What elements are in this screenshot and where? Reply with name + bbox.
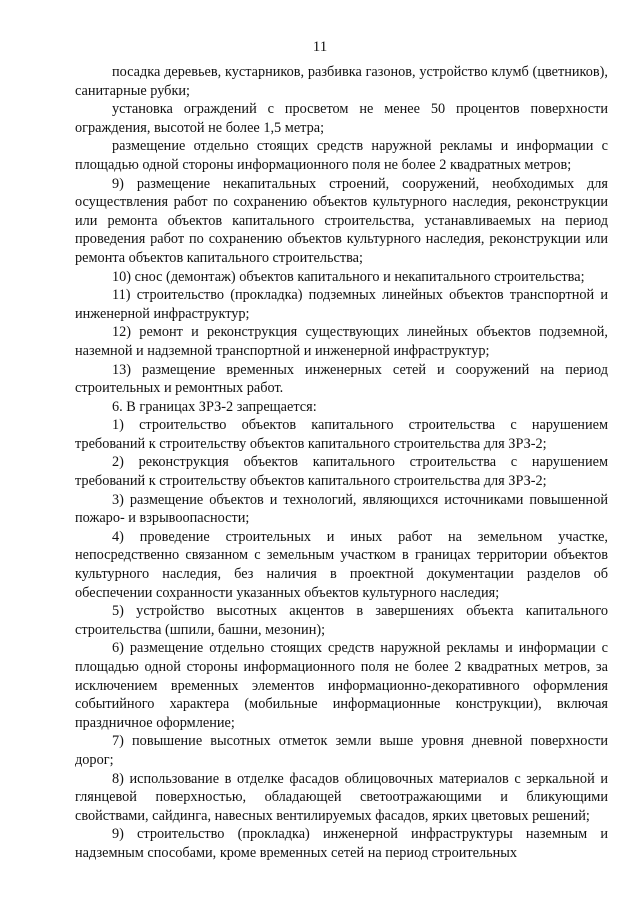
paragraph: 5) устройство высотных акцентов в завершениях объекта капитального строительства (шпили, башни, мезонин); <box>75 603 608 638</box>
page-number: 11 <box>312 39 328 55</box>
paragraph: 9) размещение некапитальных строений, сооружений, необходимых для осуществления работ по сохранению объектов культурного наследия, реконструкции или ремонта объектов капитального строительства, устанавливаемых на период проведения работ по сохранению объектов культурного наследия, реконструкции или ремонта объектов капитального строительства; <box>75 175 608 266</box>
paragraph: установка ограждений с просветом не менее 50 процентов поверхности ограждения, высотой не более 1,5 метра; <box>75 101 608 136</box>
paragraph: 7) повышение высотных отметок земли выше уровня дневной поверхности дорог; <box>75 733 608 768</box>
paragraph: 2) реконструкция объектов капитального строительства с нарушением требований к строительству объектов капитального строительства для ЗРЗ-2; <box>75 454 608 490</box>
paragraph: 1) строительство объектов капитального строительства с нарушением требований к строительству объектов капитального строительства для ЗРЗ-2; <box>75 417 608 452</box>
paragraph: посадка деревьев, кустарников, разбивка газонов, устройство клумб (цветников), санитарные рубки; <box>75 64 608 99</box>
paragraph: 12) ремонт и реконструкция существующих линейных объектов подземной, наземной и надземной транспортной и инженерной инфраструктур; <box>75 324 608 359</box>
section-heading: 6. В границах ЗРЗ-2 запрещается: <box>112 398 317 415</box>
paragraph: 6) размещение отдельно стоящих средств наружной рекламы и информации с площадью одной стороны информационного поля не более 2 квадратных метров, за исключением временных элементов информационно-декоративного оформления событийного характера (мобильные информационные конструкции), включая праздничное оформление; <box>75 640 608 731</box>
paragraph: 3) размещение объектов и технологий, являющихся источниками повышенной пожаро- и взрывоопасности; <box>75 491 608 527</box>
paragraph: размещение отдельно стоящих средств наружной рекламы и информации с площадью одной стороны информационного поля не более 2 квадратных метров; <box>75 138 608 173</box>
document-body <box>75 63 608 863</box>
paragraph: 4) проведение строительных и иных работ на земельном участке, непосредственно связанном с земельным участком в границах территории объектов культурного наследия, без наличия в проектной документации разделов об обеспечении сохранности указанных объектов культурного наследия; <box>75 528 608 601</box>
paragraph: 11) строительство (прокладка) подземных линейных объектов транспортной и инженерной инфраструктур; <box>75 287 608 322</box>
paragraph: 10) снос (демонтаж) объектов капитального и некапитального строительства; <box>112 268 585 285</box>
paragraph: 8) использование в отделке фасадов облицовочных материалов с зеркальной и глянцевой поверхностью, обладающей светоотражающими и бликующими свойствами, сайдинга, навесных вентилируемых фасадов, ярких цветовых решений; <box>75 770 608 824</box>
paragraph: 13) размещение временных инженерных сетей и сооружений на период строительных и ремонтных работ. <box>75 361 608 397</box>
paragraph: 9) строительство (прокладка) инженерной инфраструктуры наземным и надземным способами, кроме временных сетей на период строительных <box>75 826 608 861</box>
